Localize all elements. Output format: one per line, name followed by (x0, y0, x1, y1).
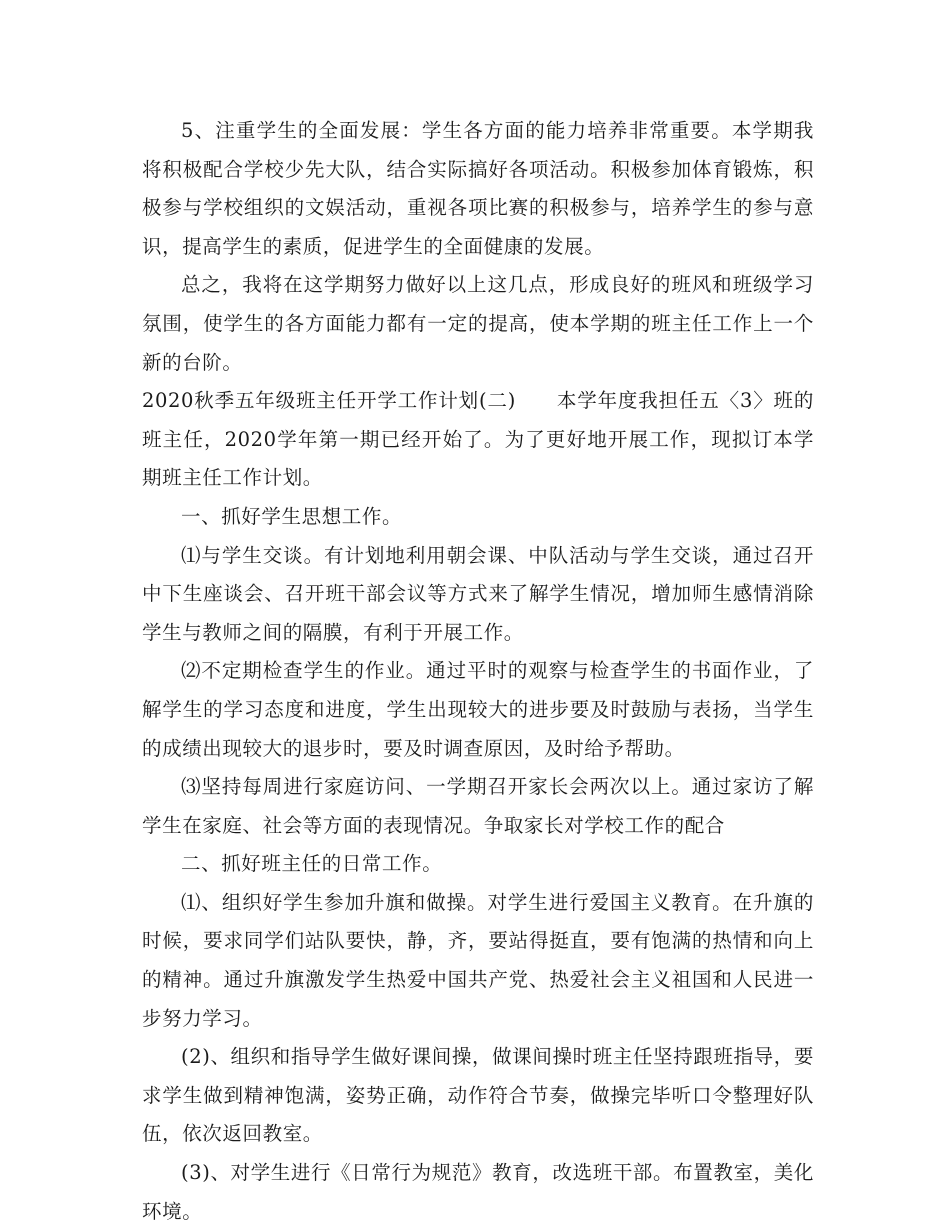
paragraph-plan-intro: 2020秋季五年级班主任开学工作计划(二) 本学年度我担任五〈3〉班的班主任，2020学年第一期已经开始了。为了更好地开展工作，现拟订本学期班主任工作计划。 (142, 389, 814, 490)
paragraph-flag-raising: ⑴、组织好学生参加升旗和做操。对学生进行爱国主义教育。在升旗的时候，要求同学们站队要快，静，齐，要站得挺直，要有饱满的热情和向上的精神。通过升旗激发学生热爱中国共产党、热爱社会主义祖国和人民进一步努力学习。 (142, 890, 814, 1030)
paragraph-summary: 总之，我将在这学期努力做好以上这几点，形成良好的班风和班级学习氛围，使学生的各方面能力都有一定的提高，使本学期的班主任工作上一个新的台阶。 (142, 273, 814, 374)
paragraph-overall-development: 5、注重学生的全面发展：学生各方面的能力培养非常重要。本学期我将积极配合学校少先大队，结合实际搞好各项活动。积极参加体育锻炼，积极参与学校组织的文娱活动，重视各项比赛的积极参与，培养学生的参与意识，提高学生的素质，促进学生的全面健康的发展。 (142, 119, 814, 258)
section-heading-thought-work: 一、抓好学生思想工作。 (181, 504, 403, 528)
paragraph-talk-with-students: ⑴与学生交谈。有计划地利用朝会课、中队活动与学生交谈，通过召开中下生座谈会、召开班干部会议等方式来了解学生情况，增加师生感情消除学生与教师之间的隔膜，有利于开展工作。 (142, 543, 814, 644)
paragraph-home-visits: ⑶坚持每周进行家庭访问、一学期召开家长会两次以上。通过家访了解学生在家庭、社会等方面的表现情况。争取家长对学校工作的配合 (142, 775, 814, 837)
paragraph-break-exercises: (2)、组织和指导学生做好课间操，做课间操时班主任坚持跟班指导，要求学生做到精神饱满，姿势正确，动作符合节奏，做操完毕听口令整理好队伍，依次返回教室。 (142, 1045, 814, 1146)
paragraph-behavior-norms: (3)、对学生进行《日常行为规范》教育，改选班干部。布置教室，美化环境。 (142, 1161, 814, 1223)
paragraph-check-homework: ⑵不定期检查学生的作业。通过平时的观察与检查学生的书面作业，了解学生的学习态度和进度，学生出现较大的进步要及时鼓励与表扬，当学生的成绩出现较大的退步时，要及时调查原因，及时给予帮助。 (142, 659, 814, 760)
document-body (142, 112, 814, 1231)
section-heading-daily-work: 二、抓好班主任的日常工作。 (181, 852, 443, 876)
